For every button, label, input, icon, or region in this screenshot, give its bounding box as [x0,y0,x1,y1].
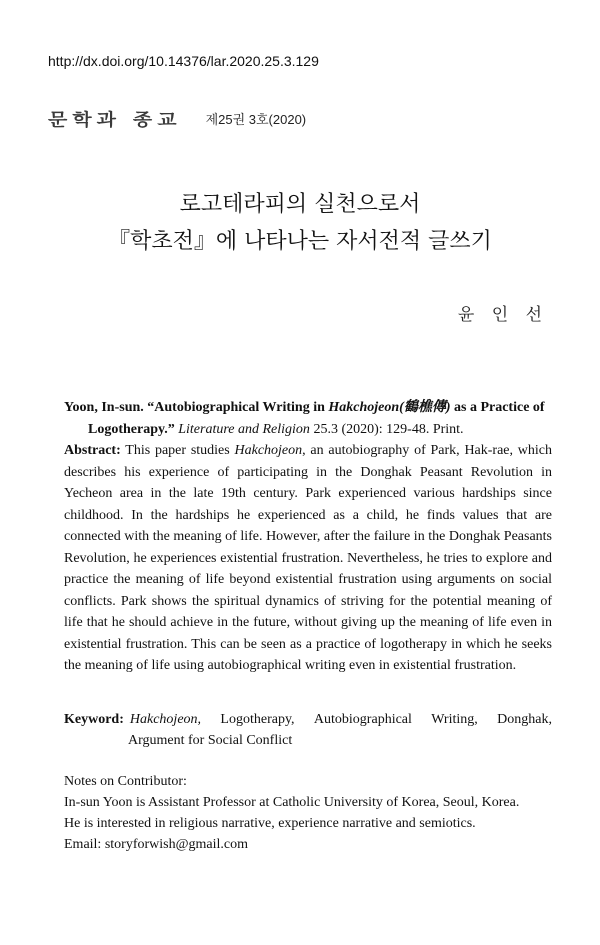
citation-title-italic: Hakchojeon(鶴樵傳) [328,400,451,415]
notes-line-1: In-sun Yoon is Assistant Professor at Catholic University of Korea, Seoul, Korea. [64,795,520,810]
keyword-label: Keyword: [64,712,124,727]
citation-author: Yoon, In-sun. [64,400,144,415]
abstract-text-before: This paper studies [125,443,230,458]
citation-journal: Literature and Religion [178,422,310,437]
issue-info: 제25권 3호(2020) [205,112,307,127]
keyword-item: Writing, [431,712,478,727]
abstract [64,440,552,677]
journal-logo: 문학과 종교 [48,109,182,130]
keyword-item: Autobiographical [313,712,412,727]
journal-header [48,104,306,133]
title-line-2: 『학초전』에 나타나는 자서전적 글쓰기 [108,229,492,254]
abstract-label: Abstract: [64,443,121,458]
abstract-text: , an autobiography of Park, Hak-rae, which describes his experience of participating in the Donghak Peasant Revolution in Yecheon area in the late 19th century. Park experienced various hardships since childhood. In the hardships he experienced as a child, he finds values that are connected with the meaning of life. However, after the failure in the Donghak Peasants Revolution, he experiences existential frustration. Nevertheless, he tries to explore and practice the meaning of life beyond existential frustration using arguments on social conflicts. Park shows the spiritual dynamics of striving for the potential meaning of life that he should achieve in the future, without giving up the meaning of life even in existential frustration. This can be seen as a practice of logotherapy in which he seeks the meaning of life using autobiographical writing even in existential frustration. [64,443,553,673]
keyword-item: Hakchojeon, [129,712,202,727]
author-name-korean: 윤 인 선 [457,305,548,325]
keyword-item: Logotherapy, [220,712,295,727]
citation-title-part1: “Autobiographical Writing in [147,400,325,415]
paper-title [0,186,600,260]
citation-details: 25.3 (2020): 129-48. Print. [313,422,464,437]
title-line-1: 로고테라피의 실천으로서 [179,192,421,217]
keyword-continuation: Argument for Social Conflict [128,733,293,748]
citation-title-part3: Logotherapy.” [88,422,175,437]
keyword-item: Donghak, [497,712,552,727]
citation-title-part2: as a Practice of [454,400,545,415]
notes-heading: Notes on Contributor: [64,774,187,789]
notes-line-2: He is interested in religious narrative, experience narrative and semiotics. [64,816,476,831]
abstract-italic-title: Hakchojeon [234,443,303,458]
citation [64,397,552,441]
contributor-notes [64,771,552,855]
notes-email[interactable]: Email: storyforwish@gmail.com [64,837,248,852]
keywords [64,709,552,751]
doi-link[interactable]: http://dx.doi.org/10.14376/lar.2020.25.3.129 [48,53,319,69]
